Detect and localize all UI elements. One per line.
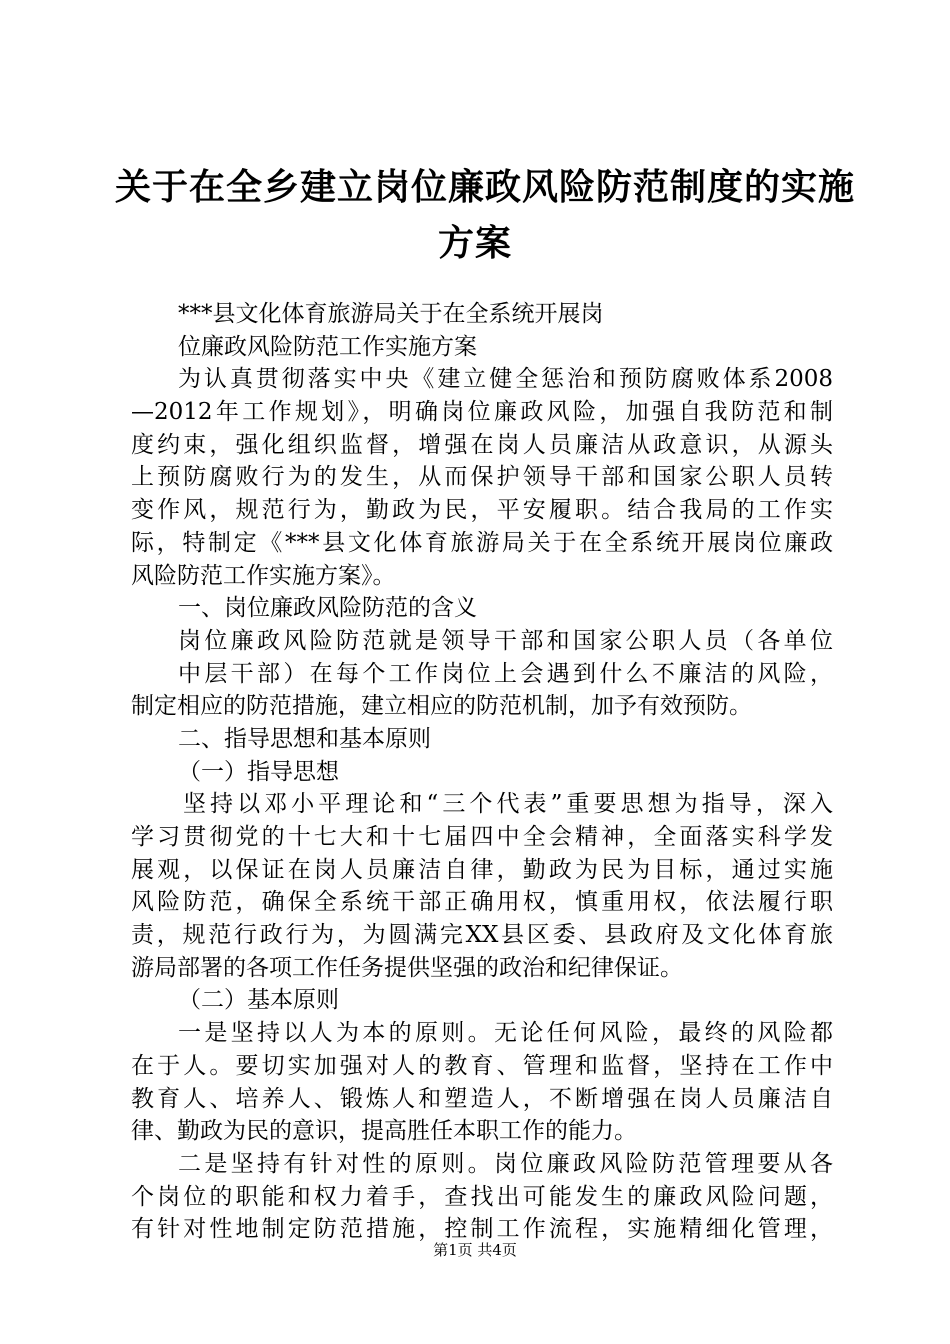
body-text-line: 在于人。要切实加强对人的教育、管理和监督，坚持在工作中 xyxy=(131,1052,833,1079)
body-text-line: 个岗位的职能和权力着手，查找出可能发生的廉政风险问题， xyxy=(131,1183,833,1210)
body-text-line: 际，特制定《***县文化体育旅游局关于在全系统开展岗位廉政 xyxy=(131,529,833,556)
body-text-line: 有针对性地制定防范措施，控制工作流程，实施精细化管理， xyxy=(131,1216,833,1243)
body-text-line: 岗位廉政风险防范就是领导干部和国家公职人员（各单位 xyxy=(178,627,833,654)
body-text-line: 风险防范工作实施方案》。 xyxy=(131,562,396,589)
body-text-line: 坚持以邓小平理论和“三个代表”重要思想为指导，深入 xyxy=(183,791,833,818)
body-text-line: 责，规范行政行为，为圆满完XX县区委、县政府及文化体育旅 xyxy=(131,922,833,949)
body-text-line: 一、岗位廉政风险防范的含义 xyxy=(178,595,477,622)
body-text-line: 一是坚持以人为本的原则。无论任何风险，最终的风险都 xyxy=(178,1020,833,1047)
body-text-line: 教育人、培养人、锻炼人和塑造人，不断增强在岗人员廉洁自 xyxy=(131,1085,833,1112)
body-text-line: 二、指导思想和基本原则 xyxy=(178,725,431,752)
body-text-line: 度约束，强化组织监督，增强在岗人员廉洁从政意识，从源头 xyxy=(131,431,833,458)
body-text-line: 中层干部）在每个工作岗位上会遇到什么不廉洁的风险， xyxy=(178,660,833,687)
body-text-line: 学习贯彻党的十七大和十七届四中全会精神，全面落实科学发 xyxy=(131,824,833,850)
document-title-line2: 方案 xyxy=(437,223,512,264)
body-text-line: 游局部署的各项工作任务提供坚强的政治和纪律保证。 xyxy=(131,954,683,981)
body-text-line: ***县文化体育旅游局关于在全系统开展岗 xyxy=(178,301,604,327)
body-text-line: 二是坚持有针对性的原则。岗位廉政风险防范管理要从各 xyxy=(178,1150,833,1177)
body-text-line: 制定相应的防范措施，建立相应的防范机制，加予有效预防。 xyxy=(131,693,752,720)
body-text-line: 展观，以保证在岗人员廉洁自律，勤政为民为目标，通过实施 xyxy=(131,856,833,883)
body-text-line: —2012年工作规划》，明确岗位廉政风险，加强自我防范和制 xyxy=(131,399,833,426)
document-body xyxy=(131,298,833,1246)
body-text-line: （二）基本原则 xyxy=(178,987,339,1014)
body-text-line: 上预防腐败行为的发生，从而保护领导干部和国家公职人员转 xyxy=(131,464,833,491)
body-text-line: 变作风，规范行为，勤政为民，平安履职。结合我局的工作实 xyxy=(131,497,833,524)
page-footer: 第1页 共4页 xyxy=(433,1241,517,1259)
body-text-line: 律、勤政为民的意识，提高胜任本职工作的能力。 xyxy=(131,1118,637,1145)
body-text-line: 位廉政风险防范工作实施方案 xyxy=(178,333,477,360)
body-text-line: 风险防范，确保全系统干部正确用权，慎重用权，依法履行职 xyxy=(131,889,833,916)
body-text-line: 为认真贯彻落实中央《建立健全惩治和预防腐败体系2008 xyxy=(178,366,833,393)
body-text-line: （一）指导思想 xyxy=(178,758,339,785)
document-title-line1: 关于在全乡建立岗位廉政风险防范制度的实施 xyxy=(115,167,856,208)
